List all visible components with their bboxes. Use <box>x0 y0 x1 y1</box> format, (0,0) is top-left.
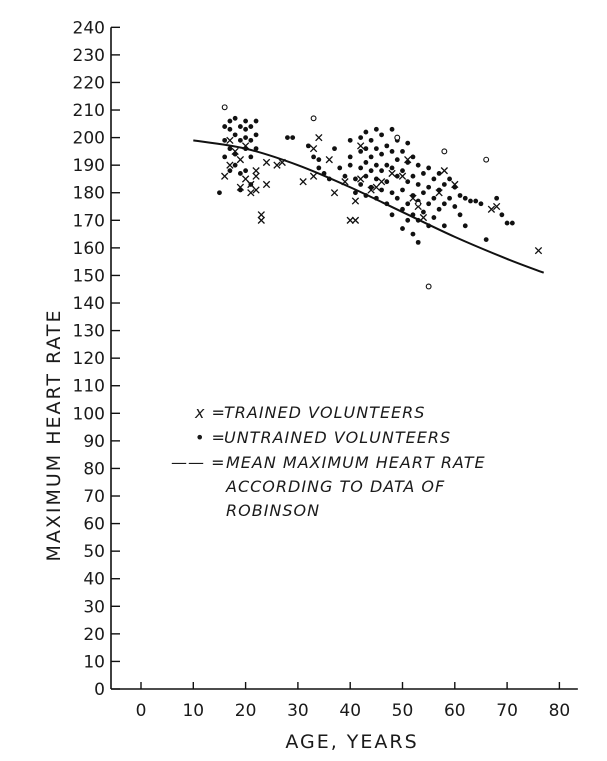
trained-point-x <box>357 176 363 182</box>
untrained-point-dot <box>452 204 457 209</box>
untrained-point-dot <box>369 168 374 173</box>
untrained-point-dot <box>384 143 389 148</box>
x-tick-label: 40 <box>339 701 362 721</box>
trained-point-x <box>227 162 233 168</box>
untrained-point-dot <box>358 182 363 187</box>
untrained-point-dot <box>447 196 452 201</box>
open-point-marker <box>311 116 316 121</box>
y-tick-label: 160 <box>72 238 105 259</box>
y-tick-label: 90 <box>83 431 105 452</box>
trained-point-x <box>310 145 316 151</box>
untrained-point-dot <box>369 138 374 143</box>
trained-point-x <box>378 179 384 185</box>
mean-curve-line <box>193 140 543 272</box>
y-tick-label: 60 <box>83 514 105 535</box>
legend-label-trained: TRAINED VOLUNTEERS <box>224 403 426 422</box>
untrained-point-dot <box>228 127 233 132</box>
y-tick-label: 180 <box>72 183 105 204</box>
x-tick-label: 30 <box>287 701 309 721</box>
legend-label-mean-line1: MEAN MAXIMUM HEART RATE <box>226 453 486 472</box>
untrained-point-dot <box>395 174 400 179</box>
open-point-marker <box>222 105 227 110</box>
x-tick-label: 50 <box>391 701 414 721</box>
untrained-point-dot <box>390 212 395 217</box>
y-tick-label: 200 <box>72 128 105 149</box>
untrained-point-dot <box>233 152 238 157</box>
untrained-point-dot <box>431 215 436 220</box>
trained-point-x <box>357 143 363 149</box>
trained-point-x <box>352 198 358 204</box>
untrained-point-dot <box>254 119 259 124</box>
untrained-point-dot <box>437 188 442 193</box>
y-tick-label: 80 <box>83 459 105 480</box>
untrained-point-dot <box>363 174 368 179</box>
untrained-point-dot <box>416 163 421 168</box>
y-tick-label: 120 <box>72 349 105 370</box>
legend-label-mean-line3: ROBINSON <box>226 501 321 520</box>
untrained-point-dot <box>369 154 374 159</box>
untrained-point-dot <box>494 196 499 201</box>
trained-point-x <box>441 167 447 173</box>
trained-point-x <box>258 212 264 218</box>
untrained-point-dot <box>400 188 405 193</box>
untrained-point-dot <box>222 138 227 143</box>
x-tick-label: 70 <box>496 701 518 721</box>
untrained-point-dot <box>243 119 248 124</box>
untrained-point-dot <box>384 163 389 168</box>
untrained-point-dot <box>311 154 316 159</box>
untrained-point-dot <box>405 201 410 206</box>
trained-point-x <box>237 156 243 162</box>
legend-label-mean-line2: ACCORDING TO DATA OF <box>226 477 446 496</box>
legend <box>171 403 486 520</box>
untrained-point-dot <box>499 212 504 217</box>
untrained-point-dot <box>484 237 489 242</box>
untrained-point-dot <box>374 127 379 132</box>
legend-symbol-mean: —— = <box>171 453 226 472</box>
untrained-point-dot <box>468 199 473 204</box>
y-tick-label: 50 <box>83 542 105 563</box>
open-point-marker <box>442 149 447 154</box>
untrained-point-dot <box>431 177 436 182</box>
untrained-point-dot <box>458 193 463 198</box>
open-point-marker <box>395 135 400 140</box>
untrained-point-dot <box>233 163 238 168</box>
untrained-point-dot <box>238 188 243 193</box>
untrained-point-dot <box>411 154 416 159</box>
untrained-point-dot <box>510 221 515 226</box>
untrained-point-dot <box>217 190 222 195</box>
y-tick-label: 210 <box>72 101 105 122</box>
y-axis-ticks <box>73 18 120 700</box>
untrained-point-dot <box>306 143 311 148</box>
untrained-point-dot <box>290 135 295 140</box>
untrained-point-dot <box>463 196 468 201</box>
untrained-point-dot <box>238 124 243 129</box>
trained-point-x <box>535 247 541 253</box>
untrained-point-dot <box>363 146 368 151</box>
x-tick-label: 60 <box>443 701 466 721</box>
untrained-point-dot <box>379 132 384 137</box>
untrained-point-dot <box>222 154 227 159</box>
untrained-point-dot <box>447 177 452 182</box>
untrained-point-dot <box>384 179 389 184</box>
untrained-point-dot <box>437 171 442 176</box>
untrained-point-dot <box>243 127 248 132</box>
untrained-point-dot <box>379 168 384 173</box>
untrained-point-dot <box>379 152 384 157</box>
trained-point-x <box>389 170 395 176</box>
untrained-point-dot <box>222 124 227 129</box>
trained-point-x <box>316 134 322 140</box>
untrained-point-dot <box>369 185 374 190</box>
y-tick-label: 20 <box>83 624 105 645</box>
y-tick-label: 190 <box>72 156 105 177</box>
untrained-point-dot <box>400 226 405 231</box>
legend-label-untrained: UNTRAINED VOLUNTEERS <box>224 428 452 447</box>
x-axis-title: AGE, YEARS <box>285 731 419 753</box>
untrained-point-dot <box>374 177 379 182</box>
untrained-point-dot <box>316 157 321 162</box>
y-tick-label: 220 <box>72 73 105 94</box>
untrained-point-dot <box>411 232 416 237</box>
trained-point-x <box>326 156 332 162</box>
open-point-marker <box>416 201 421 206</box>
untrained-point-dot <box>337 166 342 171</box>
untrained-point-dot <box>233 132 238 137</box>
untrained-point-dot <box>353 177 358 182</box>
untrained-point-dot <box>458 212 463 217</box>
untrained-point-dot <box>442 182 447 187</box>
untrained-point-dot <box>285 135 290 140</box>
y-tick-label: 130 <box>72 321 105 342</box>
y-axis-title: MAXIMUM HEART RATE <box>43 308 65 562</box>
untrained-point-dot <box>358 149 363 154</box>
untrained-point-dot <box>463 223 468 228</box>
untrained-point-dot <box>437 207 442 212</box>
y-tick-label: 30 <box>83 597 105 618</box>
y-tick-label: 170 <box>72 211 105 232</box>
x-tick-label: 80 <box>548 701 571 721</box>
untrained-point-dot <box>395 157 400 162</box>
untrained-point-dot <box>358 166 363 171</box>
untrained-point-dot <box>348 138 353 143</box>
untrained-point-dot <box>405 218 410 223</box>
untrained-point-dot <box>238 171 243 176</box>
untrained-point-dot <box>390 149 395 154</box>
untrained-point-dot <box>405 141 410 146</box>
untrained-point-dot <box>332 146 337 151</box>
y-tick-label: 100 <box>72 404 105 425</box>
x-axis-ticks <box>136 682 571 721</box>
trained-point-x <box>399 173 405 179</box>
x-tick-label: 10 <box>182 701 205 721</box>
trained-point-x <box>420 214 426 220</box>
legend-symbol-untrained: • = <box>195 428 226 447</box>
untrained-point-dot <box>390 127 395 132</box>
untrained-point-dot <box>248 182 253 187</box>
untrained-point-dot <box>238 138 243 143</box>
untrained-point-dot <box>395 196 400 201</box>
untrained-point-dot <box>426 166 431 171</box>
untrained-point-dot <box>421 210 426 215</box>
untrained-point-dot <box>254 132 259 137</box>
untrained-point-dot <box>248 154 253 159</box>
untrained-point-dot <box>431 196 436 201</box>
untrained-point-dot <box>479 201 484 206</box>
untrained-point-dot <box>363 130 368 135</box>
untrained-point-dot <box>233 116 238 121</box>
y-tick-label: 10 <box>83 652 105 673</box>
untrained-point-dot <box>442 201 447 206</box>
untrained-point-dot <box>228 119 233 124</box>
untrained-point-dot <box>248 138 253 143</box>
untrained-point-dot <box>316 166 321 171</box>
untrained-point-dot <box>348 154 353 159</box>
trained-point-x <box>221 173 227 179</box>
y-tick-label: 140 <box>72 294 105 315</box>
untrained-point-dot <box>363 160 368 165</box>
trained-point-x <box>310 173 316 179</box>
untrained-point-dot <box>248 124 253 129</box>
untrained-point-dot <box>390 190 395 195</box>
untrained-point-dot <box>379 188 384 193</box>
untrained-point-dot <box>228 168 233 173</box>
untrained-point-dot <box>426 185 431 190</box>
trained-point-x <box>331 190 337 196</box>
open-point-marker <box>484 157 489 162</box>
untrained-point-dot <box>400 168 405 173</box>
untrained-point-dot <box>358 135 363 140</box>
untrained-point-dot <box>228 146 233 151</box>
trained-point-x <box>253 173 259 179</box>
untrained-point-dot <box>416 182 421 187</box>
trained-point-x <box>263 181 269 187</box>
trained-point-x <box>300 179 306 185</box>
untrained-point-dot <box>343 174 348 179</box>
y-tick-label: 0 <box>94 680 105 700</box>
untrained-point-dot <box>416 240 421 245</box>
untrained-point-dot <box>390 166 395 171</box>
trained-point-x <box>227 137 233 143</box>
y-tick-label: 240 <box>72 18 105 39</box>
untrained-point-dot <box>426 201 431 206</box>
trained-point-x <box>253 167 259 173</box>
trained-point-x <box>258 217 264 223</box>
y-tick-label: 150 <box>72 266 105 287</box>
legend-symbol-trained: x = <box>195 403 226 422</box>
untrained-point-dot <box>374 146 379 151</box>
trained-point-x <box>263 159 269 165</box>
untrained-point-dot <box>243 168 248 173</box>
untrained-point-dot <box>411 174 416 179</box>
y-tick-label: 230 <box>72 45 105 66</box>
untrained-point-dot <box>411 193 416 198</box>
untrained-point-dot <box>442 223 447 228</box>
y-tick-label: 40 <box>83 569 105 590</box>
y-tick-label: 70 <box>83 487 105 508</box>
untrained-point-dot <box>505 221 510 226</box>
y-tick-label: 110 <box>72 376 105 397</box>
untrained-point-dot <box>421 190 426 195</box>
open-point-marker <box>426 284 431 289</box>
untrained-point-dot <box>473 199 478 204</box>
untrained-point-dot <box>405 179 410 184</box>
x-tick-label: 20 <box>234 701 257 721</box>
trained-point-x <box>352 217 358 223</box>
untrained-point-dot <box>405 160 410 165</box>
untrained-point-dot <box>400 149 405 154</box>
data-points <box>217 105 542 289</box>
untrained-point-dot <box>421 171 426 176</box>
untrained-point-dot <box>348 163 353 168</box>
untrained-point-dot <box>243 135 248 140</box>
untrained-point-dot <box>374 163 379 168</box>
untrained-point-dot <box>452 185 457 190</box>
x-tick-label: 0 <box>135 701 147 721</box>
